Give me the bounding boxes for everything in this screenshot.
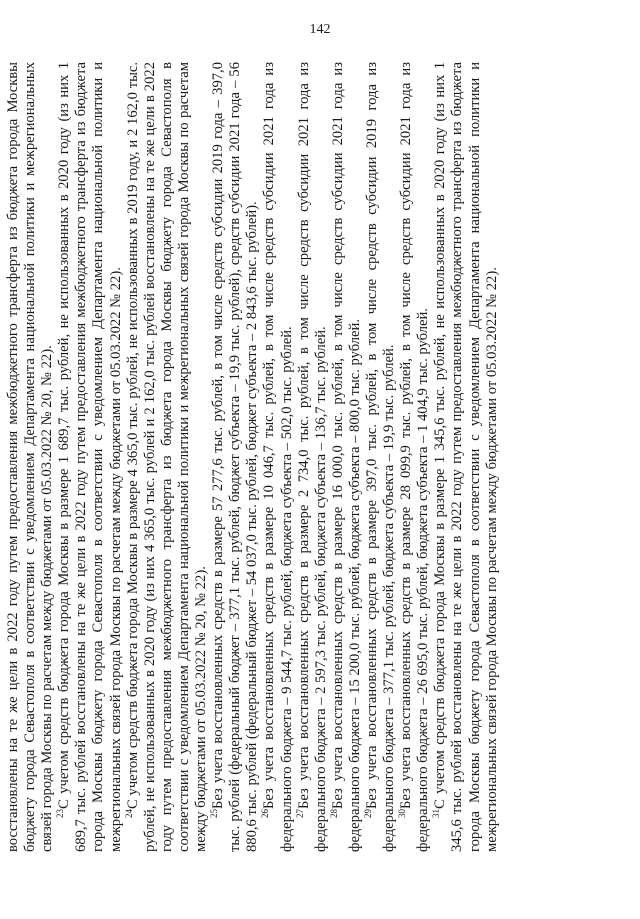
footnote-continuation: восстановлены на те же цели в 2022 году путем предоставления межбюджетного трансферта из бюджета города Москвы бюджету города Севастополя в соответствии с уведомлением Департамента национальной политики и межрегиональных связей города Москвы по расчетам между бюджетами от 05.03.2022 № 20, № 22). <box>5 62 56 852</box>
footnote-text: Без учета восстановленных средств в размере 397,0 тыс. рублей, в том числе средств субсидии 2019 года из федерального бюджета – 377,1 тыс. рублей, бюджета субъекта – 19,9 тыс. рублей. <box>363 62 398 852</box>
footnote-27 <box>296 62 330 852</box>
footnote-marker: 30 <box>397 809 408 818</box>
footnote-26 <box>261 62 295 852</box>
footnotes-block <box>5 62 500 852</box>
footnote-24 <box>125 62 210 852</box>
footnote-marker: 29 <box>362 809 373 818</box>
footnote-31 <box>432 62 500 852</box>
footnote-text: С учетом средств бюджета города Москвы в размере 1 689,7 тыс. рублей, не использованных в 2020 году (из них 1 689,7 тыс. рублей восстановлены на те же цели в 2022 году путем предоставления межбюджетного трансферта из бюджета города Москвы бюджету города Севастополя в соответствии с уведомлением Департамента национальной политики и межрегиональных связей города Москвы по расчетам между бюджетами от 05.03.2022 № 22). <box>56 62 124 852</box>
footnote-marker: 26 <box>260 809 271 818</box>
footnote-28 <box>330 62 364 852</box>
footnote-text: Без учета восстановленных средств в размере 57 277,6 тыс. рублей, в том числе средств субсидии 2019 года – 397,0 тыс. рублей (федеральный бюджет – 377,1 тыс. рублей, бюджет субъекта – 19,9 тыс. рублей), средств субсидии 2021 года – 56 880,6 тыс. рублей (федеральный бюджет – 54 037,0 тыс. рублей, бюджет субъекта – 2 843,6 тыс. рублей). <box>210 62 261 852</box>
footnote-text: Без учета восстановленных средств в размере 28 099,9 тыс. рублей, в том числе средств субсидии 2021 года из федерального бюджета – 26 695,0 тыс. рублей, бюджета субъекта – 1 404,9 тыс. рублей. <box>398 62 432 852</box>
footnote-text: Без учета восстановленных средств в размере 10 046,7 тыс. рублей, в том числе средств субсидии 2021 года из федерального бюджета – 9 544,7 тыс. рублей, бюджета субъекта – 502,0 тыс. рублей. <box>261 62 295 852</box>
footnote-marker: 23 <box>55 809 66 818</box>
footnote-marker: 31 <box>431 809 442 818</box>
footnote-30 <box>398 62 432 852</box>
footnote-25 <box>210 62 261 852</box>
footnote-text: Без учета восстановленных средств в размере 16 000,0 тыс. рублей, в том числе средств субсидии 2021 года из федерального бюджета – 15 200,0 тыс. рублей, бюджета субъекта – 800,0 тыс. рублей. <box>329 62 363 852</box>
footnote-text: С учетом средств бюджета города Москвы в размере 4 365,0 тыс. рублей, не использованных в 2019 году, и 2 162,0 тыс. рублей, не использованных в 2020 году (из них 4 365,0 тыс. рублей и 2 162,0 тыс. рублей восстановлены на те же цели в 2022 году путем предоставления межбюджетного трансферта из бюджета города Москвы бюджету города Севастополя в соответствии с уведомлением Департамента национальной политики и межрегиональных связей города Москвы по расчетам между бюджетами от 05.03.2022 № 20, № 22). <box>124 62 210 852</box>
footnote-text: С учетом средств бюджета города Москвы в размере 1 345,6 тыс. рублей, не использованных в 2020 году (из них 1 345,6 тыс. рублей восстановлены на те же цели в 2022 году путем предоставления межбюджетного трансферта из бюджета города Москвы бюджету города Севастополя в соответствии с уведомлением Департамента национальной политики и межрегиональных связей города Москвы по расчетам между бюджетами от 05.03.2022 № 22). <box>432 62 500 852</box>
footnote-marker: 27 <box>294 809 305 818</box>
footnote-text: Без учета восстановленных средств в размере 2 734,0 тыс. рублей, в том числе средств субсидии 2021 года из федерального бюджета – 2 597,3 тыс. рублей, бюджета субъекта – 136,7 тыс. рублей. <box>295 62 329 852</box>
footnote-23 <box>56 62 124 852</box>
footnote-marker: 25 <box>209 809 220 818</box>
footnote-marker: 24 <box>123 809 134 818</box>
footnote-marker: 28 <box>328 809 339 818</box>
footnote-29 <box>364 62 398 852</box>
page-number: 142 <box>309 22 331 37</box>
